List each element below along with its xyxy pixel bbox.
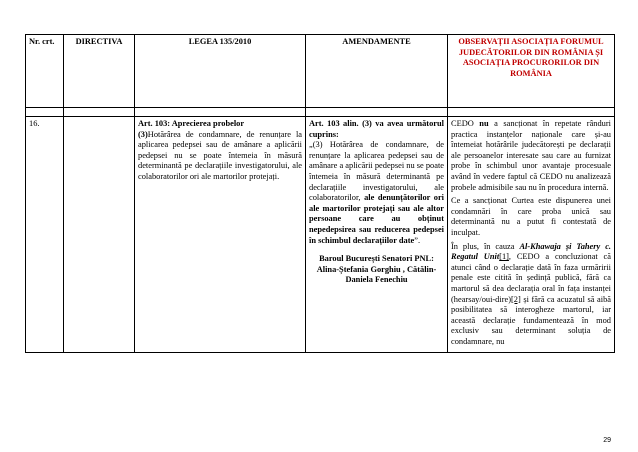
header-amendamente: AMENDAMENTE [306,35,448,108]
observatii-paragraph-3: În plus, în cauza Al-Khawaja și Tahery c. Regatul Unit[1], CEDO a concluzionat că atunci când o declarație dată în faza urmăririi penale este citită în ședință publică, fără ca martorul să dea declarația oral în fața instanței (hearsay/oui-dire)[2] și fără ca acuzatul să aibă posibilitatea să interogheze martorul, iar această declarație fundamentează în mod exclusiv sau determinant soluția de condamnare, nu [451,241,612,346]
comparison-table [25,34,615,353]
page-number: 29 [603,437,611,444]
amendament-end: ”. [414,235,421,245]
footnote-link-2[interactable]: [2] [511,294,521,304]
table-row [26,117,615,353]
lege-paragraph-number: (3) [138,129,148,139]
case-name: Al-Khawaja și Tahery c. Regatul Unit [451,241,612,262]
header-row [26,35,615,108]
amendament-bold-text: ale denunțătorilor ori ale martorilor protejați sau ale altor persoane care au obținut nepedepsirea sau reducerea pedepsei în schimbul declarațiilor date [309,193,445,245]
spacer-row [26,108,615,117]
lege-title: Art. 103: Aprecierea probelor [138,119,245,128]
header-lege: LEGEA 135/2010 [135,35,306,108]
observatii-cell [448,117,615,353]
header-nr: Nr. crt. [26,35,64,108]
amendament-title: Art. 103 alin. (3) va avea următorul cuprins: [309,119,444,139]
header-observatii: OBSERVAȚII ASOCIAȚIA FORUMUL JUDECĂTORILOR DIN ROMÂNIA ȘI ASOCIAȚIA PROCURORILOR DIN ROMÂNIA [448,35,615,108]
lege-cell [135,117,306,353]
footnote-link-1[interactable]: [1] [499,252,509,262]
amendament-text: „(3) Hotărârea de condamnare, de renunțare la aplicarea pedepsei sau de amânare a aplicării pedepsei nu se poate întemeia în măsură determinantă pe declarațiile investigatorului, ale colaboratorilor, [309,140,444,203]
observatii-paragraph-1: CEDO nu a sancționat în repetate rânduri practica instanțelor naționale care și-au întemeiat hotărârile judecătorești pe declarații ale persoanelor interesate sau care au furnizat probe în schimbul unor avantaje procesuale având în vedere faptul că CEDO nu analizează probele admisibile sau nu în procedura internă. [451,119,611,192]
amendament-signers: Baroul București Senatori PNL: Alina-Ștefania Gorghiu , Cătălin-Daniela Fenechiu [316,254,437,285]
amendament-cell [306,117,448,353]
row-number: 16. [26,117,64,353]
directiva-cell [64,117,135,353]
header-directiva: DIRECTIVA [64,35,135,108]
lege-text: Hotărârea de condamnare, de renunțare la aplicarea pedepsei sau de amânare a aplicării pedepsei nu se poate întemeia în măsură determinantă pe declarațiile investigatorului, ale colaboratorilor ori ale martorilor protejați. [138,129,302,181]
observatii-paragraph-2: Ce a sancționat Curtea este dispunerea unei condamnări în care proba unică sau determinantă nu a putut fi contestată de inculpat. [451,196,611,237]
